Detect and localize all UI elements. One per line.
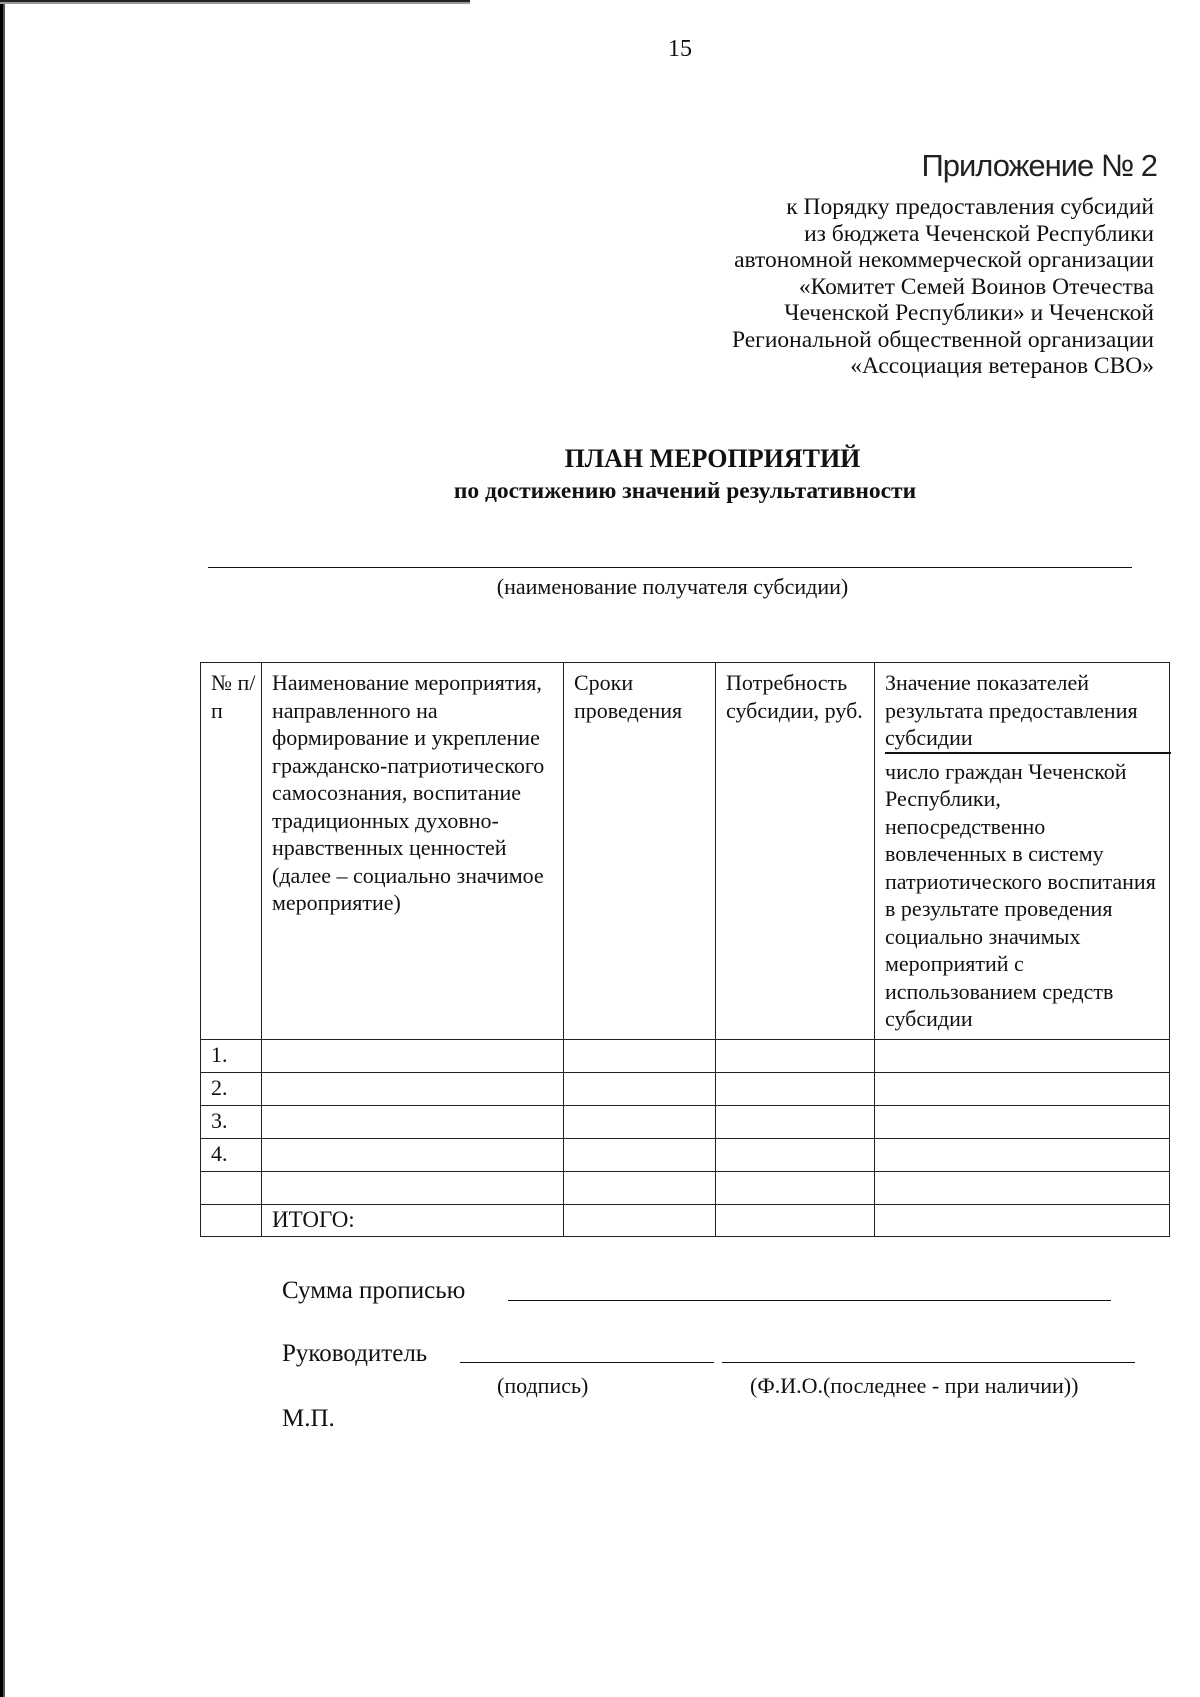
appendix-line: «Ассоциация ветеранов СВО»: [850, 353, 1154, 379]
appendix-line: автономной некоммерческой организации: [734, 247, 1154, 273]
table-cell: [564, 1073, 716, 1106]
recipient-caption: (наименование получателя субсидии): [496, 574, 849, 599]
appendix-title: Приложение № 2: [921, 148, 1157, 183]
table-cell: [262, 1139, 564, 1172]
table-cell: [564, 1172, 716, 1205]
plan-subtitle: по достижению значений результативности: [453, 478, 917, 504]
table-cell: [716, 1073, 875, 1106]
table-cell: [716, 1040, 875, 1073]
signature-caption: (подпись): [497, 1373, 589, 1398]
table-cell: [564, 1205, 716, 1237]
table-row: [201, 1139, 1170, 1172]
scan-left-edge: [0, 0, 9, 1697]
fio-caption: (Ф.И.О.(последнее - при наличии)): [750, 1373, 1079, 1398]
appendix-line: Чеченской Республики» и Чеченской: [784, 300, 1154, 326]
table-cell: [564, 1139, 716, 1172]
table-cell: [716, 1139, 875, 1172]
signature-line: [460, 1362, 714, 1363]
table-cell: [875, 1106, 1170, 1139]
stamp-label: М.П.: [282, 1405, 335, 1432]
appendix-reference: [732, 194, 1154, 380]
sum-in-words-line: [508, 1300, 1111, 1301]
appendix-line: из бюджета Чеченской Республики: [804, 220, 1154, 247]
total-label: ИТОГО:: [262, 1205, 564, 1237]
table-cell: [716, 1205, 875, 1237]
header-event-name: Наименование мероприятия, направленного на формирование и укрепление гражданско-патриотического самосознания, воспитание традиционных духовно-нравственных ценностей (далее – социально значимое мероприятие): [262, 663, 564, 1040]
table-row: [201, 1040, 1170, 1073]
header-indicator-subtitle: число граждан Чеченской Республики, непосредственно вовлеченных в систему патриотического воспитания в результате проведения социально значимых мероприятий с использованием средств субсидии: [885, 758, 1156, 1031]
plan-table: [200, 662, 1170, 1237]
row-index: 1.: [201, 1040, 262, 1073]
plan-title: ПЛАН МЕРОПРИЯТИЙ: [564, 444, 861, 473]
table-cell: [262, 1073, 564, 1106]
table-row: [201, 1172, 1170, 1205]
table-cell: [262, 1172, 564, 1205]
table-cell: [564, 1040, 716, 1073]
table-cell: [875, 1172, 1170, 1205]
table-total-row: [201, 1205, 1170, 1237]
fio-line: [722, 1362, 1135, 1363]
page-number: 15: [668, 36, 692, 62]
table-cell: [875, 1139, 1170, 1172]
table-header-row: [201, 663, 1170, 1040]
row-index: 2.: [201, 1073, 262, 1106]
header-index: № п/п: [201, 663, 262, 1040]
header-indicators: [875, 663, 1170, 1040]
table-cell: [716, 1106, 875, 1139]
appendix-line: к Порядку предоставления субсидий: [786, 194, 1154, 220]
table-cell: [875, 1205, 1170, 1237]
header-terms: Сроки проведения: [564, 663, 716, 1040]
table-cell: [875, 1040, 1170, 1073]
appendix-line: Региональной общественной организации: [731, 326, 1154, 353]
scan-top-edge: [0, 0, 470, 4]
appendix-line: «Комитет Семей Воинов Отечества: [798, 273, 1154, 300]
table-row: [201, 1106, 1170, 1139]
sum-in-words-label: Сумма прописью: [282, 1277, 466, 1304]
recipient-name-line: [208, 567, 1132, 568]
row-index: 3.: [201, 1106, 262, 1139]
table-cell: [564, 1106, 716, 1139]
table-cell: [716, 1172, 875, 1205]
table-cell: [262, 1040, 564, 1073]
table-row: [201, 1073, 1170, 1106]
header-subsidy-need: Потребность субсидии, руб.: [716, 663, 875, 1040]
table-cell: [262, 1106, 564, 1139]
table-cell: [875, 1073, 1170, 1106]
row-index: [201, 1172, 262, 1205]
row-index: 4.: [201, 1139, 262, 1172]
head-label: Руководитель: [282, 1340, 428, 1367]
header-indicator-title: Значение показателей результата предоставления субсидии: [885, 669, 1171, 754]
table-cell: [201, 1205, 262, 1237]
